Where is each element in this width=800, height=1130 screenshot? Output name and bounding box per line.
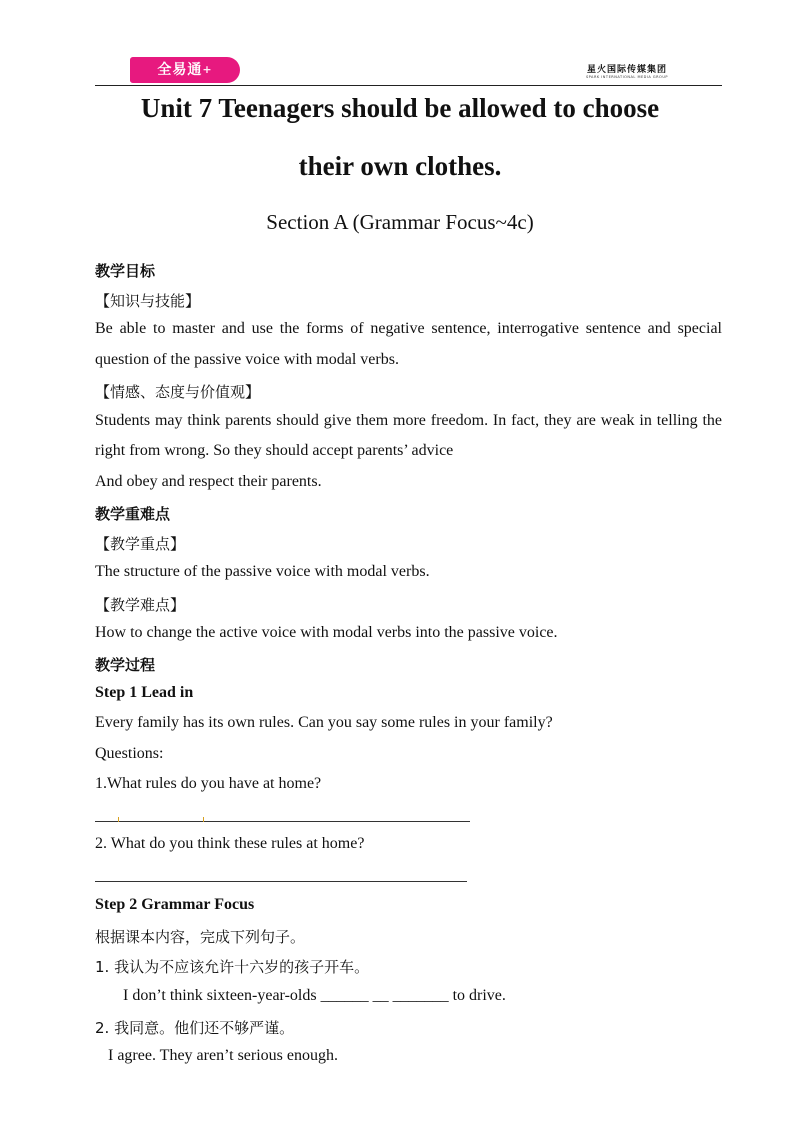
knowledge-text-line2: question of the passive voice with modal verbs. xyxy=(95,351,399,368)
answer-line-mark xyxy=(203,817,204,822)
step2-title: Step 2 Grammar Focus xyxy=(95,896,255,913)
step1-title: Step 1 Lead in xyxy=(95,684,194,701)
key-points-heading: 教学重难点 xyxy=(95,505,171,523)
difficulty-label: 【教学难点】 xyxy=(95,596,186,614)
page-title-line1: Unit 7 Teenagers should be allowed to choose xyxy=(140,93,660,123)
focus-text: The structure of the passive voice with modal verbs. xyxy=(95,563,430,580)
page-title-line2: their own clothes. xyxy=(298,151,502,181)
question-1: 1.What rules do you have at home? xyxy=(95,775,322,792)
emotion-label: 【情感、态度与价值观】 xyxy=(95,383,261,401)
exercise-1-chinese: 1. 我认为不应该允许十六岁的孩子开车。 xyxy=(95,958,370,976)
brand-logo xyxy=(130,57,240,83)
answer-line-mark xyxy=(118,817,119,822)
step1-intro: Every family has its own rules. Can you say some rules in your family? xyxy=(95,714,553,731)
knowledge-text-line1: Be able to master and use the forms of negative sentence, interrogative sentence and special xyxy=(95,320,722,337)
header-divider xyxy=(95,85,722,86)
exercise-1-english: I don’t think sixteen-year-olds ______ __ _______ to drive. xyxy=(123,987,506,1004)
publisher-name-en: SPARK INTERNATIONAL MEDIA GROUP xyxy=(585,75,668,79)
emotion-text-line3: And obey and respect their parents. xyxy=(95,473,322,490)
publisher-name-zh: 星火国际传媒集团 xyxy=(586,65,667,75)
page-header xyxy=(0,0,800,90)
exercise-2-english: I agree. They aren’t serious enough. xyxy=(108,1047,338,1064)
answer-line-1 xyxy=(95,821,470,822)
logo-text: 全易通 xyxy=(157,62,203,78)
knowledge-label: 【知识与技能】 xyxy=(95,292,201,310)
section-subtitle: Section A (Grammar Focus~4c) xyxy=(266,210,534,234)
process-heading: 教学过程 xyxy=(95,656,156,674)
focus-label: 【教学重点】 xyxy=(95,535,186,553)
question-2: 2. What do you think these rules at home? xyxy=(95,835,365,852)
step2-instruction: 根据课本内容，完成下列句子。 xyxy=(95,928,306,946)
exercise-2-chinese: 2. 我同意。他们还不够严谨。 xyxy=(95,1019,295,1037)
emotion-text-line2: right from wrong. So they should accept parents’ advice xyxy=(95,442,454,459)
difficulty-text: How to change the active voice with modal verbs into the passive voice. xyxy=(95,624,558,641)
emotion-text-line1: Students may think parents should give them more freedom. In fact, they are weak in telling the xyxy=(95,412,722,429)
objectives-heading: 教学目标 xyxy=(95,262,156,280)
questions-label: Questions: xyxy=(95,745,164,762)
logo-plus: + xyxy=(202,63,213,76)
answer-line-2 xyxy=(95,881,467,882)
publisher-mark xyxy=(586,62,668,79)
